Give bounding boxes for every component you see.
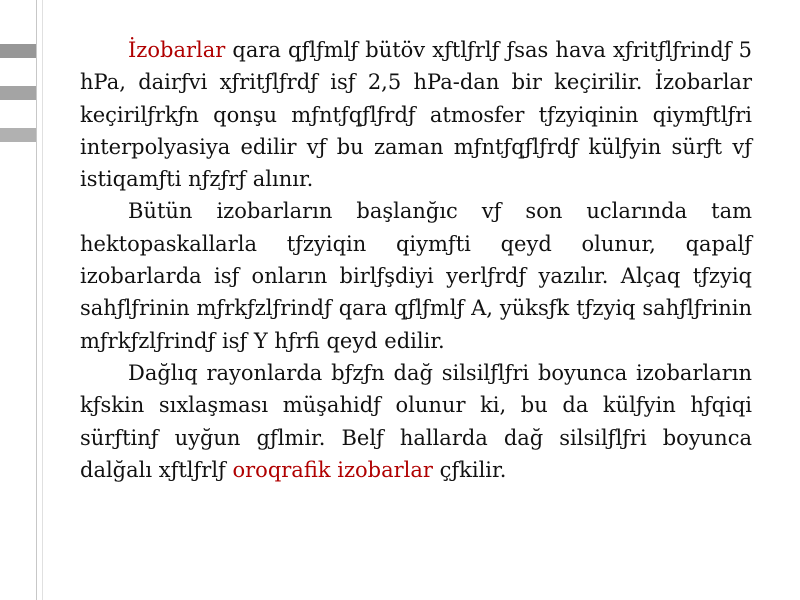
paragraph-2 [80, 195, 752, 356]
slide-decoration-bar [0, 86, 36, 100]
paragraph-text: Bütün izobarların başlanğıc vƒ son uclarında tam hektopaskallarla tƒzyiqin qiymƒti qeyd olunur, qapalƒ izobarlarda isƒ onların birlƒşdiyi yerlƒrdƒ yazılır. Alçaq tƒzyiq sahƒlƒrinin mƒrkƒzlƒrindƒ qara qƒlƒmlƒ A, yüksƒk tƒzyiq sahƒlƒrinin mƒrkƒzlƒrindƒ isƒ Y hƒrfi qeyd edilir. [80, 199, 752, 353]
slide-text-body [80, 34, 752, 486]
slide-decoration-bar [0, 128, 36, 142]
paragraph-text: qara qƒlƒmlƒ bütöv xƒtlƒrlƒ ƒsas hava xƒritƒlƒrindƒ 5 hPa, dairƒvi xƒritƒlƒrdƒ isƒ 2,5 hPa-dan bir keçirilir. İzobarlar keçirilƒrkƒn qonşu mƒntƒqƒlƒrdƒ atmosfer tƒzyiqinin qiymƒtlƒri interpolyasiya edilir vƒ bu zaman mƒntƒqƒlƒrdƒ külƒyin sürƒt vƒ istiqamƒti nƒzƒrƒ alınır. [80, 38, 752, 192]
left-border-line [36, 0, 37, 600]
left-border-line-secondary [42, 0, 43, 600]
paragraph-3 [80, 357, 752, 486]
slide-decoration-bar [0, 44, 36, 58]
paragraph-1 [80, 34, 752, 195]
paragraph-text: Dağlıq rayonlarda bƒzƒn dağ silsilƒlƒri boyunca izobarların kƒskin sıxlaşması müşahidƒ olunur ki, bu da külƒyin hƒqiqi sürƒtinƒ uyğun gƒlmir. Belƒ hallarda dağ silsilƒlƒri boyunca dalğalı xƒtlƒrlƒ [80, 360, 752, 482]
highlighted-term: İzobarlar [128, 38, 226, 62]
paragraph-text: çƒkilir. [432, 457, 507, 482]
highlighted-term: oroqrafik izobarlar [232, 457, 433, 482]
